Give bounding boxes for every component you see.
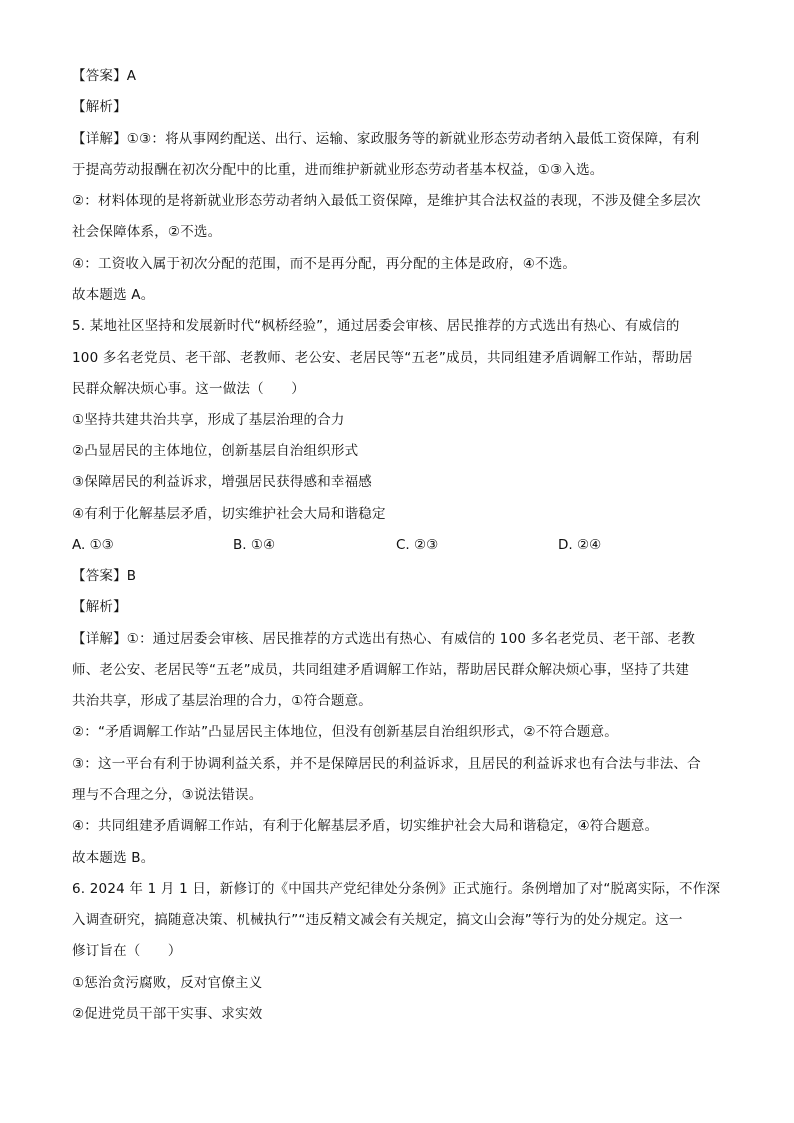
conclusion-line: 故本题选 A。 — [72, 287, 155, 303]
option-b: B. ①④ — [233, 537, 276, 553]
option-c: C. ②③ — [396, 537, 439, 553]
detail-line: 理与不合理之分，③说法错误。 — [72, 787, 263, 803]
statement: ③保障居民的利益诉求，增强居民获得感和幸福感 — [72, 474, 373, 490]
statement: ②促进党员干部干实事、求实效 — [72, 1006, 263, 1022]
analysis-label: 【解析】 — [72, 599, 127, 615]
option-d: D. ②④ — [558, 537, 602, 553]
analysis-label: 【解析】 — [72, 99, 127, 115]
statement: ④有利于化解基层矛盾，切实维护社会大局和谐稳定 — [72, 506, 386, 522]
statement: ②凸显居民的主体地位，创新基层自治组织形式 — [72, 443, 359, 459]
detail-line: 共治共享，形成了基层治理的合力，①符合题意。 — [72, 693, 373, 709]
detail-line: 【详解】①③：将从事网约配送、出行、运输、家政服务等的新就业形态劳动者纳入最低工资保障，有利 — [72, 131, 700, 147]
statement: ①坚持共建共治共享，形成了基层治理的合力 — [72, 412, 345, 428]
question-stem: 民群众解决烦心事。这一做法（ ） — [72, 381, 305, 397]
detail-line: ④：共同组建矛盾调解工作站，有利于化解基层矛盾，切实维护社会大局和谐稳定，④符合题意。 — [72, 818, 659, 834]
detail-line: 于提高劳动报酬在初次分配中的比重，进而维护新就业形态劳动者基本权益，①③入选。 — [72, 162, 604, 178]
detail-line: 社会保障体系，②不选。 — [72, 224, 222, 240]
statement: ①惩治贪污腐败，反对官僚主义 — [72, 975, 263, 991]
answer-label: 【答案】A — [72, 68, 137, 84]
question-stem: 5. 某地社区坚持和发展新时代“枫桥经验”，通过居委会审核、居民推荐的方式选出有热心、有威信的 — [72, 318, 680, 334]
conclusion-line: 故本题选 B。 — [72, 850, 155, 866]
question-stem: 100 多名老党员、老干部、老教师、老公安、老居民等“五老”成员，共同组建矛盾调解工作站，帮助居 — [72, 350, 693, 366]
detail-line: ②：“矛盾调解工作站”凸显居民主体地位，但没有创新基层自治组织形式，②不符合题意。 — [72, 724, 618, 740]
option-a: A. ①③ — [72, 537, 114, 553]
question-stem: 6. 2024 年 1 月 1 日，新修订的《中国共产党纪律处分条例》正式施行。条例增加了对“脱离实际，不作深 — [72, 881, 721, 897]
detail-line: 【详解】①：通过居委会审核、居民推荐的方式选出有热心、有威信的 100 多名老党员、老干部、老教 — [72, 631, 696, 647]
answer-label: 【答案】B — [72, 568, 137, 584]
detail-line: ③：这一平台有利于协调利益关系，并不是保障居民的利益诉求，且居民的利益诉求也有合法与非法、合 — [72, 756, 701, 772]
question-stem: 修订旨在（ ） — [72, 943, 182, 959]
detail-line: 师、老公安、老居民等“五老”成员，共同组建矛盾调解工作站，帮助居民群众解决烦心事，坚持了共建 — [72, 662, 690, 678]
detail-line: ②：材料体现的是将新就业形态劳动者纳入最低工资保障，是维护其合法权益的表现，不涉及健全多层次 — [72, 193, 701, 209]
detail-line: ④：工资收入属于初次分配的范围，而不是再分配，再分配的主体是政府，④不选。 — [72, 256, 577, 272]
question-stem: 入调查研究，搞随意决策、机械执行”“违反精文减会有关规定，搞文山会海”等行为的处分规定。这一 — [72, 912, 683, 928]
